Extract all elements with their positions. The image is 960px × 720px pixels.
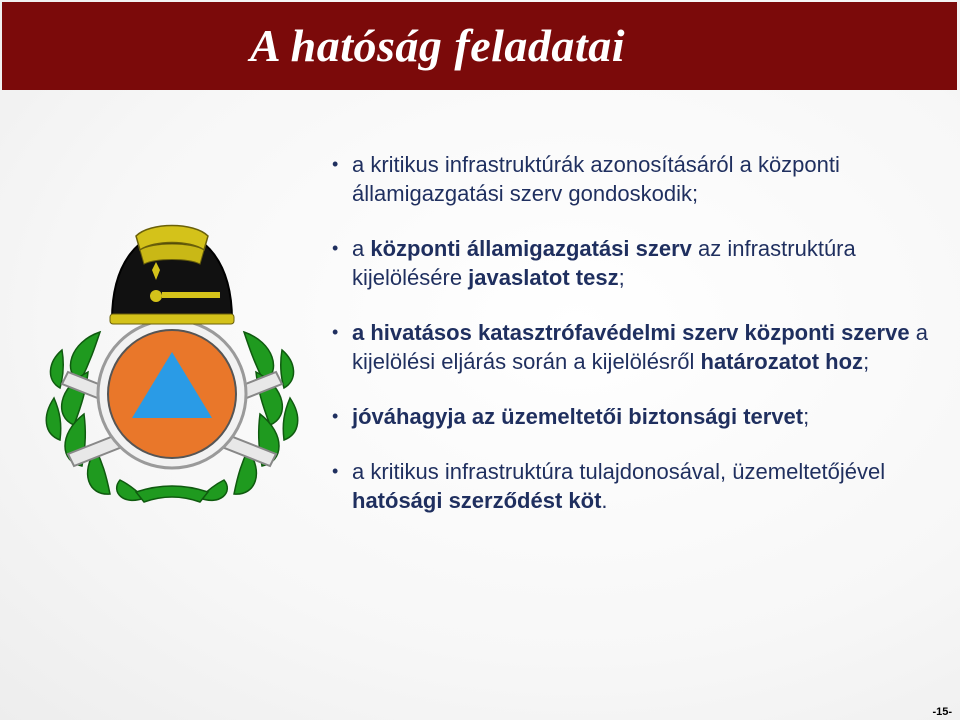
text-run: ; bbox=[803, 404, 810, 429]
text-run: a bbox=[352, 236, 371, 261]
fire-helmet bbox=[110, 226, 234, 325]
bullet-item: • a hivatásos katasztrófavédelmi szerv központi szerve a kijelölési eljárás során a kijelölésről határozatot hoz; bbox=[332, 320, 928, 374]
bold-text: határozatot hoz bbox=[700, 349, 864, 374]
text-run: a kritikus infrastruktúrák azonosításáról a központi államigazgatási szerv gondoskodik; bbox=[352, 152, 840, 206]
bullet-item: • a központi államigazgatási szerv az infrastruktúra kijelölésére javaslatot tesz; bbox=[332, 236, 856, 290]
fire-service-emblem-icon bbox=[40, 222, 304, 506]
bullet-text bbox=[352, 152, 840, 206]
bullet-item: • a kritikus infrastruktúra tulajdonosával, üzemeltetőjével hatósági szerződést köt. bbox=[332, 459, 886, 513]
bullet-text bbox=[352, 236, 856, 290]
bullet-text bbox=[352, 320, 928, 374]
ribbon bbox=[136, 486, 208, 502]
text-run: a kritikus infrastruktúra tulajdonosával, üzemeltetőjével bbox=[352, 459, 886, 484]
bold-text: hatósági szerződést köt bbox=[352, 488, 602, 513]
page-number: -15- bbox=[932, 706, 952, 718]
bullet-item: • jóváhagyja az üzemeltetői biztonsági tervet; bbox=[332, 404, 810, 429]
bold-text: központi államigazgatási szerv bbox=[370, 236, 692, 261]
bullet-text bbox=[352, 404, 809, 429]
bold-text: a hivatásos katasztrófavédelmi szerv központi szerve bbox=[352, 320, 910, 345]
bullet-list bbox=[330, 150, 940, 541]
bullet-item: • a kritikus infrastruktúrák azonosításáról a központi államigazgatási szerv gondoskodik; bbox=[332, 152, 840, 206]
text-run: az infrastruktúra kijelölésére bbox=[352, 236, 856, 290]
bold-text: jóváhagyja az üzemeltetői biztonsági tervet bbox=[352, 404, 804, 429]
bullet-text bbox=[352, 459, 885, 513]
slide-title: A hatóság feladatai bbox=[250, 20, 625, 71]
text-run: ; bbox=[618, 265, 625, 290]
text-run: a kijelölési eljárás során a kijelölésről bbox=[352, 320, 928, 374]
bold-text: javaslatot tesz bbox=[468, 265, 619, 290]
text-run: . bbox=[601, 488, 608, 513]
text-run: ; bbox=[863, 349, 870, 374]
title-bar bbox=[2, 2, 957, 90]
